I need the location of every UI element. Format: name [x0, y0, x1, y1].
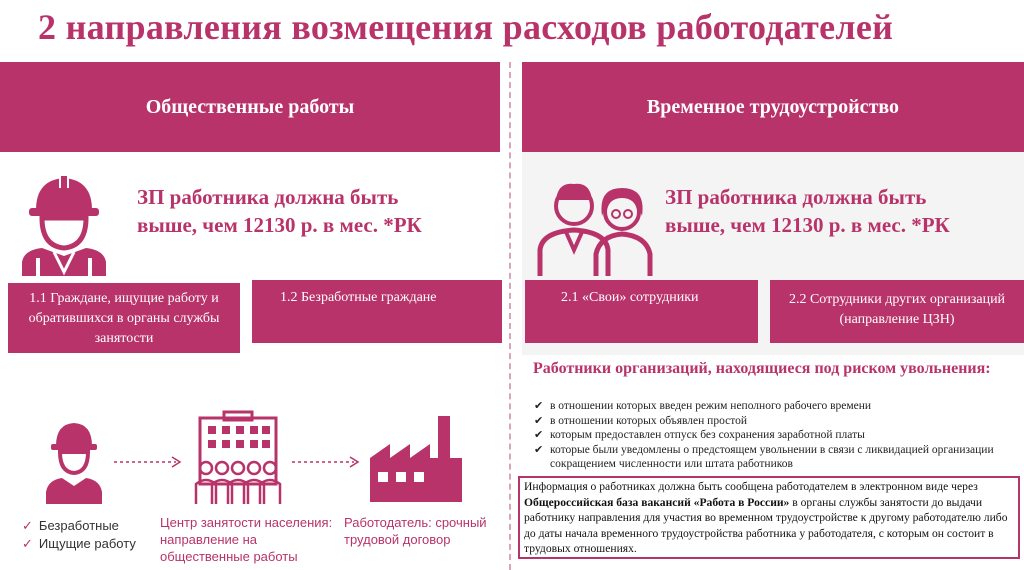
small-worker-icon [44, 420, 104, 504]
checkmark-icon: ✔ [534, 414, 544, 427]
salary-line-2: выше, чем 12130 р. в мес. *РК [665, 213, 950, 237]
page-title: 2 направления возмещения расходов работодателей [38, 7, 894, 47]
public-works-heading-text: Общественные работы [145, 95, 355, 118]
list-item: ✓ Безработные [22, 518, 119, 533]
arrow-right-icon [114, 456, 182, 468]
checkmark-icon: ✔ [534, 400, 544, 412]
flow-checklist [22, 517, 172, 553]
salary-requirement-left [137, 183, 477, 239]
category-1-1: 1.1 Граждане, ищущие работу и обратившихся в органы службы занятости [8, 283, 240, 353]
checkmark-icon: ✔ [534, 443, 544, 456]
category-2-1: 2.1 «Свои» сотрудники [525, 280, 758, 343]
list-item: ✔ которые были уведомлены о предстоящем увольнении в связи с ликвидацией организации сокращением численности или штата работников [534, 443, 994, 470]
list-item: ✔ которым предоставлен отпуск без сохранения заработной платы [534, 429, 865, 441]
employer-label: Работодатель: срочный трудовой договор [344, 515, 487, 547]
salary-requirement-right [665, 183, 1005, 239]
info-text-part-1: Информация о работниках должна быть сообщена работодателем в электронном виде через [524, 480, 978, 493]
checkmark-icon: ✓ [22, 518, 33, 533]
temporary-employment-heading [522, 62, 1024, 152]
worker-icon [14, 172, 114, 276]
checkmark-icon: ✔ [534, 429, 544, 441]
factory-icon [368, 414, 464, 502]
risk-workers-list [534, 399, 1014, 472]
salary-line-1: ЗП работника должна быть [137, 185, 399, 209]
category-1-2: 1.2 Безработные граждане [252, 280, 502, 343]
temporary-employment-heading-text: Временное трудоустройство [646, 95, 900, 118]
arrow-right-icon [292, 456, 360, 468]
salary-line-2: выше, чем 12130 р. в мес. *РК [137, 213, 422, 237]
list-item: ✔ в отношении которых введен режим неполного рабочего времени [534, 400, 872, 412]
info-notice-box [518, 476, 1020, 559]
section-divider [509, 62, 511, 570]
list-item: ✔ в отношении которых объявлен простой [534, 414, 747, 427]
employment-center-label: Центр занятости населения: направление на общественные работы [160, 515, 333, 564]
salary-line-1: ЗП работника должна быть [665, 185, 927, 209]
building-crowd-icon [190, 410, 286, 506]
info-text-part-2: в органы службы занятости до выдачи работнику направления для участия во временном трудоустройстве к другому работодателю либо до даты начала временного трудоустройства работника у работодателя, с которым он состоит в трудовых отношениях. [524, 495, 1008, 555]
elderly-couple-icon [538, 176, 654, 276]
risk-workers-title: Работники организаций, находящиеся под риском увольнения: [533, 360, 991, 377]
public-works-heading [0, 62, 500, 152]
info-text-bold: Общероссийская база вакансий «Работа в России» [524, 495, 790, 509]
category-2-2: 2.2 Сотрудники других организаций (направление ЦЗН) [770, 280, 1024, 343]
checkmark-icon: ✓ [22, 536, 33, 551]
list-item: ✓ Ищущие работу [22, 536, 136, 551]
